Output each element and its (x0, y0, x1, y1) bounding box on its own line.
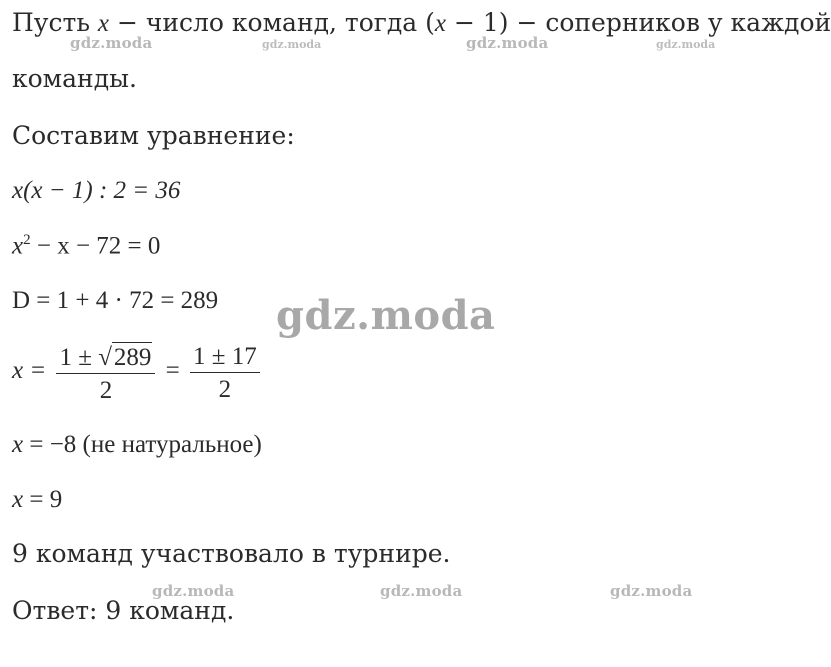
fraction-2 (190, 344, 260, 402)
text-line-2 (12, 66, 137, 91)
watermark: gdz.moda (656, 38, 716, 51)
fraction-denominator: 2 (218, 375, 232, 403)
watermark: gdz.moda (380, 582, 463, 600)
equation-5 (12, 432, 262, 457)
text-segment: − 1) − соперников у каждой (446, 8, 831, 37)
fraction-1 (56, 342, 155, 403)
equation-lhs: x = (12, 357, 53, 385)
equation-text: D = 1 + 4 · 72 = 289 (12, 287, 219, 314)
equation-text: = 9 (23, 486, 63, 513)
text-line-conclusion (12, 541, 450, 566)
watermark: gdz.moda (262, 38, 322, 51)
text-segment: Пусть (12, 8, 98, 37)
variable-x: x (434, 10, 446, 37)
sqrt-radicand: 289 (113, 344, 152, 371)
text-segment: Ответ: 9 команд. (12, 596, 235, 625)
watermark-large: gdz.moda (276, 292, 496, 339)
fraction-numerator: 1 ± √289 (56, 342, 155, 374)
equation-text: − x − 72 = 0 (30, 232, 161, 260)
equation-3 (12, 288, 218, 313)
equation-text: = −8 (не натуральное) (23, 431, 262, 458)
watermark: gdz.moda (466, 34, 549, 52)
equals-sign: = (165, 357, 187, 385)
exponent: 2 (23, 232, 31, 248)
text-segment: − число команд, тогда ( (109, 8, 435, 37)
watermark: gdz.moda (610, 582, 693, 600)
equation-1 (12, 178, 180, 203)
equation-text: x(x − 1) : 2 = 36 (12, 177, 181, 204)
text-line-3 (12, 123, 295, 148)
variable-x: x (97, 10, 110, 37)
equation-4 (12, 342, 264, 403)
variable-x: x (12, 486, 24, 513)
text-line-1 (12, 10, 831, 36)
text-segment: Составим уравнение: (12, 121, 295, 150)
watermark: gdz.moda (152, 582, 235, 600)
fraction-numerator: 1 ± 17 (190, 344, 260, 373)
text-line-answer (12, 598, 234, 623)
variable-x: x (12, 232, 24, 260)
text-segment: команды. (12, 64, 137, 93)
equation-6 (12, 487, 62, 512)
text-segment: 9 команд участвовало в турнире. (12, 539, 451, 568)
variable-x: x (12, 431, 24, 458)
equation-2 (12, 233, 160, 258)
watermark: gdz.moda (70, 34, 153, 52)
fraction-denominator: 2 (99, 377, 113, 404)
